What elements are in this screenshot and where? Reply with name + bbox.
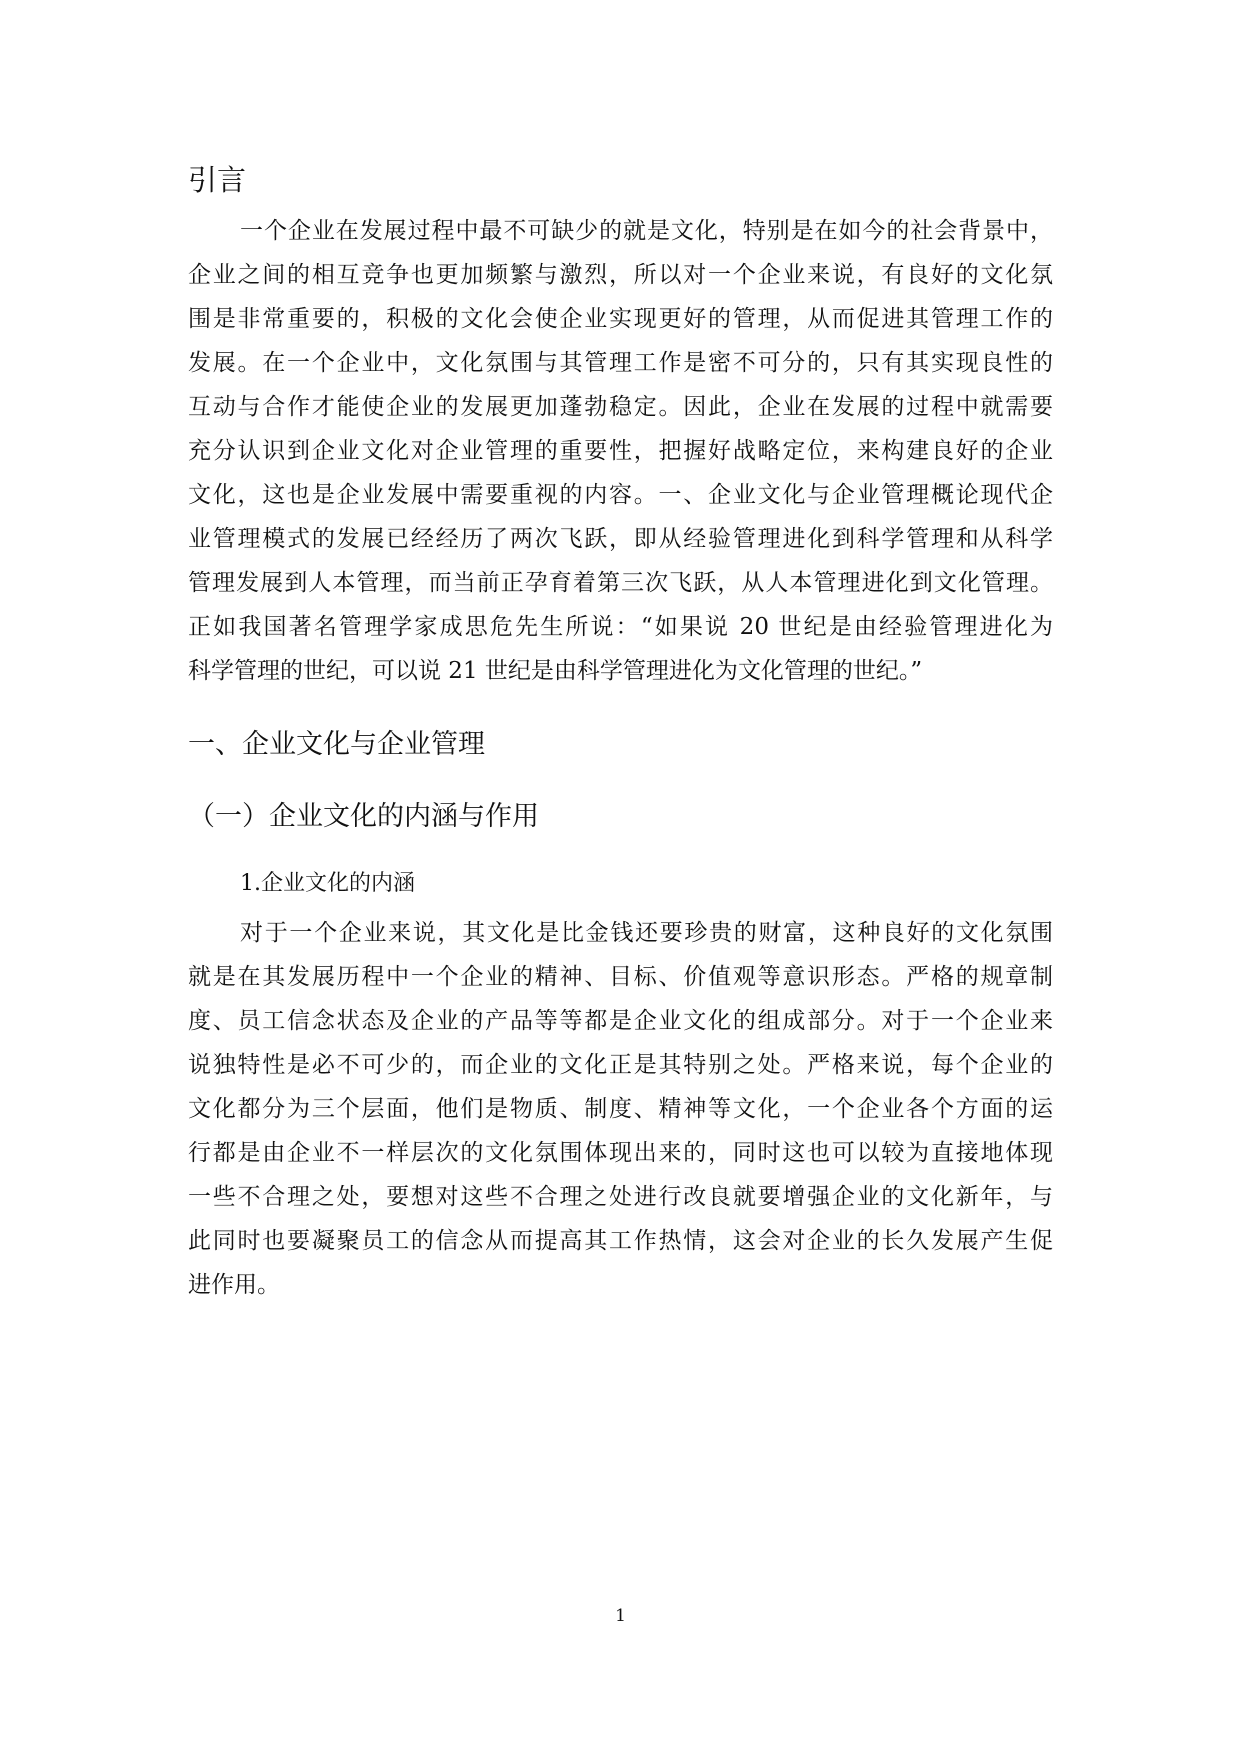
intro-line: 业管理模式的发展已经经历了两次飞跃，即从经验管理进化到科学管理和从科学: [188, 526, 1053, 552]
body-line: 此同时也要凝聚员工的信念从而提高其工作热情，这会对企业的长久发展产生促: [188, 1228, 1053, 1254]
intro-line: 充分认识到企业文化对企业管理的重要性，把握好战略定位，来构建良好的企业: [188, 438, 1053, 464]
section-heading: 一、企业文化与企业管理: [188, 729, 485, 760]
intro-line: 一个企业在发展过程中最不可缺少的就是文化，特别是在如今的社会背景中，: [240, 218, 1053, 244]
body-line: 行都是由企业不一样层次的文化氛围体现出来的，同时这也可以较为直接地体现: [188, 1140, 1053, 1166]
body-line: 一些不合理之处，要想对这些不合理之处进行改良就要增强企业的文化新年，与: [188, 1184, 1053, 1210]
page-number: 1: [615, 1606, 626, 1626]
body-line: 说独特性是必不可少的，而企业的文化正是其特别之处。严格来说，每个企业的: [188, 1052, 1053, 1078]
subsection-heading: （一）企业文化的内涵与作用: [188, 801, 539, 832]
item-heading: 1.企业文化的内涵: [240, 871, 415, 896]
intro-line: 正如我国著名管理学家成思危先生所说：“如果说 20 世纪是由经验管理进化为: [188, 614, 1053, 640]
intro-line: 围是非常重要的，积极的文化会使企业实现更好的管理，从而促进其管理工作的: [188, 306, 1053, 332]
body-line: 就是在其发展历程中一个企业的精神、目标、价值观等意识形态。严格的规章制: [188, 964, 1053, 990]
body-line: 文化都分为三个层面，他们是物质、制度、精神等文化，一个企业各个方面的运: [188, 1096, 1053, 1122]
intro-line: 管理发展到人本管理，而当前正孕育着第三次飞跃，从人本管理进化到文化管理。: [188, 570, 1053, 596]
document-title: 引言: [188, 163, 247, 197]
body-line: 对于一个企业来说，其文化是比金钱还要珍贵的财富，这种良好的文化氛围: [240, 920, 1053, 946]
intro-paragraph: [188, 209, 1053, 693]
intro-line: 互动与合作才能使企业的发展更加蓬勃稳定。因此，企业在发展的过程中就需要: [188, 394, 1053, 420]
body-paragraph: [188, 911, 1053, 1307]
body-line: 进作用。: [188, 1272, 280, 1298]
intro-line: 文化，这也是企业发展中需要重视的内容。一、企业文化与企业管理概论现代企: [188, 482, 1053, 508]
intro-line: 企业之间的相互竞争也更加频繁与激烈，所以对一个企业来说，有良好的文化氛: [188, 262, 1053, 288]
intro-line: 科学管理的世纪，可以说 21 世纪是由科学管理进化为文化管理的世纪。”: [188, 658, 923, 684]
body-line: 度、员工信念状态及企业的产品等等都是企业文化的组成部分。对于一个企业来: [188, 1008, 1053, 1034]
intro-line: 发展。在一个企业中，文化氛围与其管理工作是密不可分的，只有其实现良性的: [188, 350, 1053, 376]
